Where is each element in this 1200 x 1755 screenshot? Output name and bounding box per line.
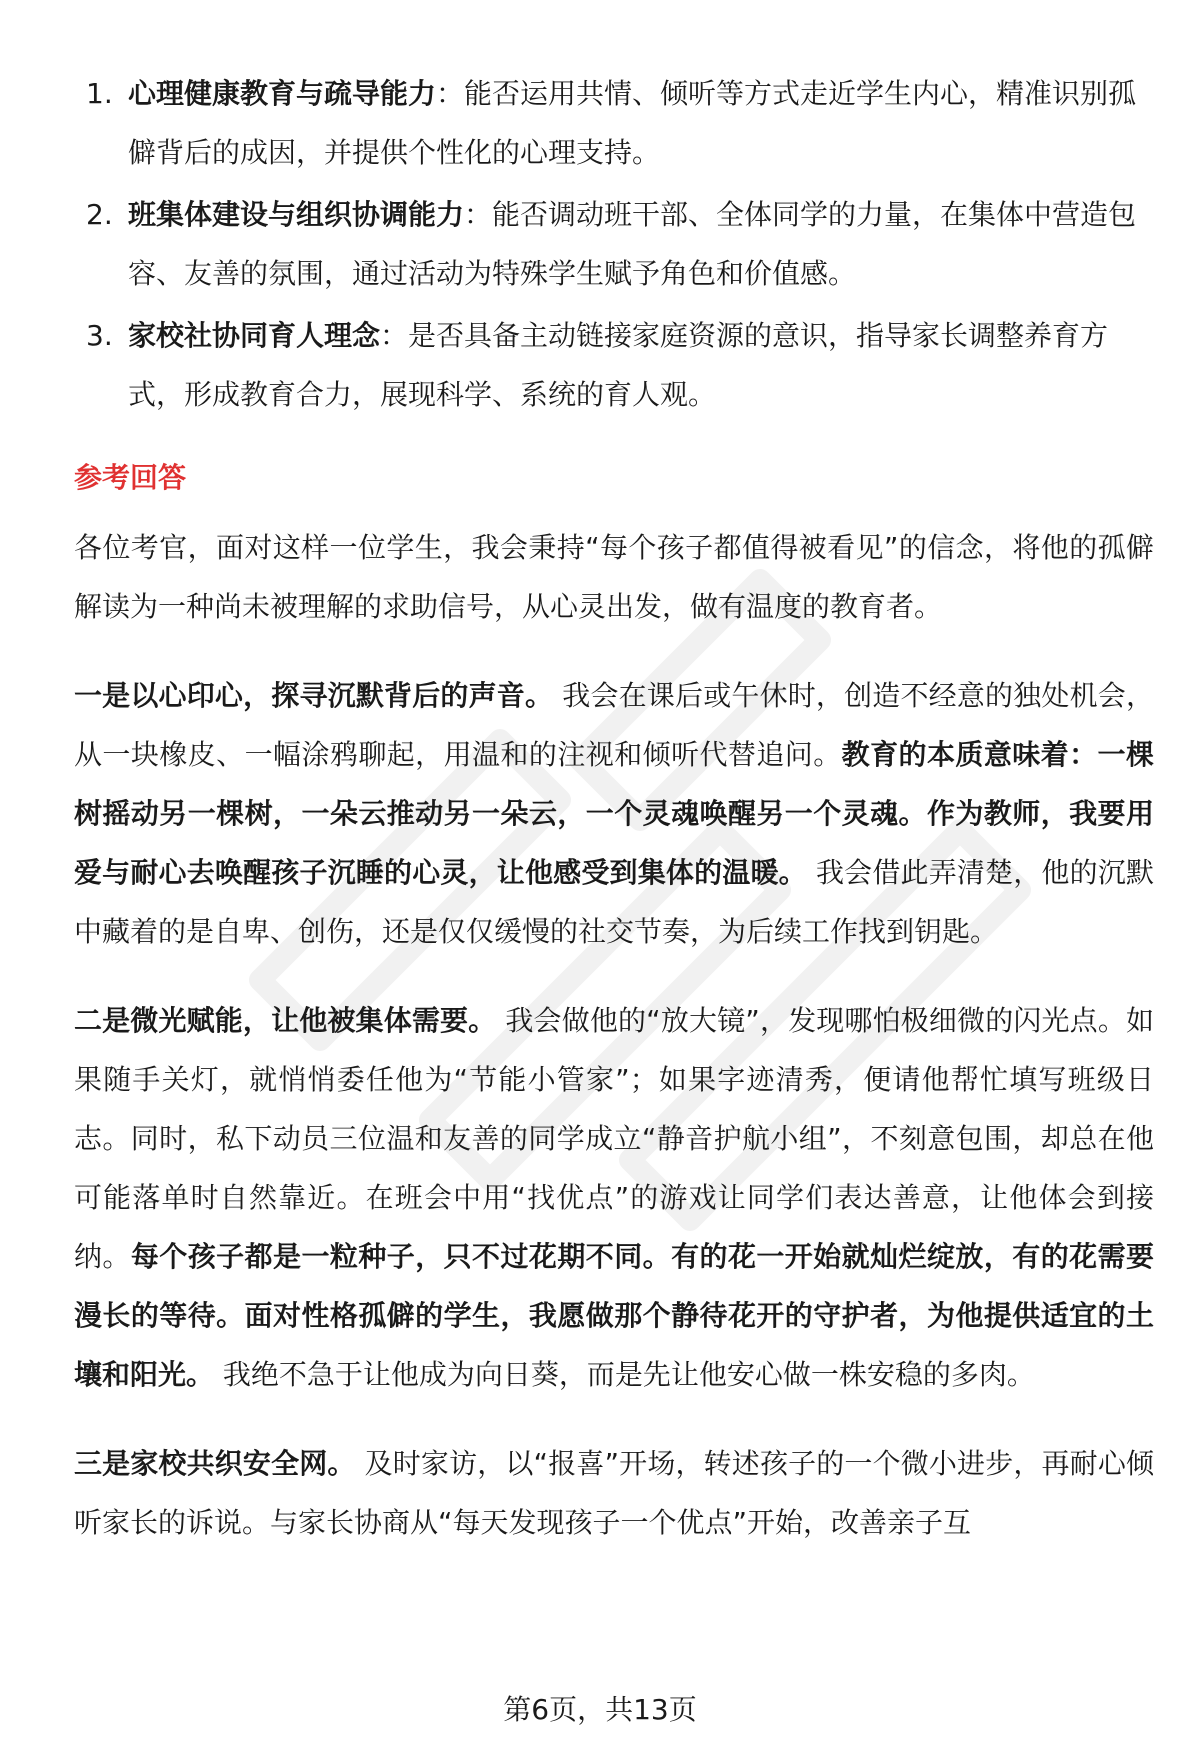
- list-item: [74, 306, 1154, 424]
- list-item: [74, 185, 1154, 303]
- paragraph-two: [74, 991, 1154, 1404]
- paragraph-lead: 二是微光赋能，让他被集体需要。: [74, 1004, 497, 1037]
- page-content: [74, 64, 1154, 1582]
- list-number: 1.: [86, 77, 113, 110]
- list-number: 2.: [86, 198, 113, 231]
- list-text: 能否运用共情、倾听等方式走近学生内心，精准识别孤僻背后的成因，并提供个性化的心理支持。: [128, 77, 1137, 169]
- list-number: 3.: [86, 319, 113, 352]
- list-text: 是否具备主动链接家庭资源的意识，指导家长调整养育方式，形成教育合力，展现科学、系统的育人观。: [128, 319, 1109, 411]
- page-footer: 第6页，共13页: [503, 1693, 697, 1726]
- list-separator: ：: [436, 77, 465, 110]
- paragraph-three: [74, 1434, 1154, 1552]
- section-heading: 参考回答: [74, 461, 187, 494]
- list-term: 班集体建设与组织协调能力: [128, 198, 465, 231]
- paragraph-emphasis: 每个孩子都是一粒种子，只不过花期不同。有的花一开始就灿烂绽放，有的花需要漫长的等待。面对性格孤僻的学生，我愿做那个静待花开的守护者，为他提供适宜的土壤和阳光。: [74, 1240, 1154, 1391]
- paragraph-one: [74, 666, 1154, 961]
- paragraph-text: 我会在课后或午休时，创造不经意的独处机会，从一块橡皮、一幅涂鸦聊起，用温和的注视和倾听代替追问。: [74, 679, 1154, 771]
- list-text: 能否调动班干部、全体同学的力量，在集体中营造包容、友善的氛围，通过活动为特殊学生赋予角色和价值感。: [128, 198, 1137, 290]
- paragraph-text: 我会借此弄清楚，他的沉默中藏着的是自卑、创伤，还是仅仅缓慢的社交节奏，为后续工作找到钥匙。: [74, 856, 1154, 948]
- evaluation-points-list: [74, 64, 1154, 424]
- list-separator: ：: [464, 198, 493, 231]
- list-term: 家校社协同育人理念: [128, 319, 381, 352]
- list-separator: ：: [380, 319, 409, 352]
- intro-paragraph: 各位考官，面对这样一位学生，我会秉持“每个孩子都值得被看见”的信念，将他的孤僻解读为一种尚未被理解的求助信号，从心灵出发，做有温度的教育者。: [74, 531, 1154, 623]
- list-item: [74, 64, 1154, 182]
- paragraph-lead: 三是家校共织安全网。: [74, 1447, 356, 1480]
- paragraph-text: 我会做他的“放大镜”，发现哪怕极细微的闪光点。如果随手关灯，就悄悄委任他为“节能小管家”；如果字迹清秀，便请他帮忙填写班级日志。同时，私下动员三位温和友善的同学成立“静音护航小组”，不刻意包围，却总在他可能落单时自然靠近。在班会中用“找优点”的游戏让同学们表达善意，让他体会到接纳。: [74, 1004, 1154, 1273]
- paragraph-text: 我绝不急于让他成为向日葵，而是先让他安心做一株安稳的多肉。: [214, 1358, 1035, 1391]
- list-term: 心理健康教育与疏导能力: [128, 77, 437, 110]
- paragraph-text: 及时家访，以“报喜”开场，转述孩子的一个微小进步，再耐心倾听家长的诉说。与家长协商从“每天发现孩子一个优点”开始，改善亲子互: [74, 1447, 1154, 1539]
- paragraph-lead: 一是以心印心，探寻沉默背后的声音。: [74, 679, 554, 712]
- paragraph-emphasis: 教育的本质意味着：一棵树摇动另一棵树，一朵云推动另一朵云，一个灵魂唤醒另一个灵魂。作为教师，我要用爱与耐心去唤醒孩子沉睡的心灵，让他感受到集体的温暖。: [74, 738, 1154, 889]
